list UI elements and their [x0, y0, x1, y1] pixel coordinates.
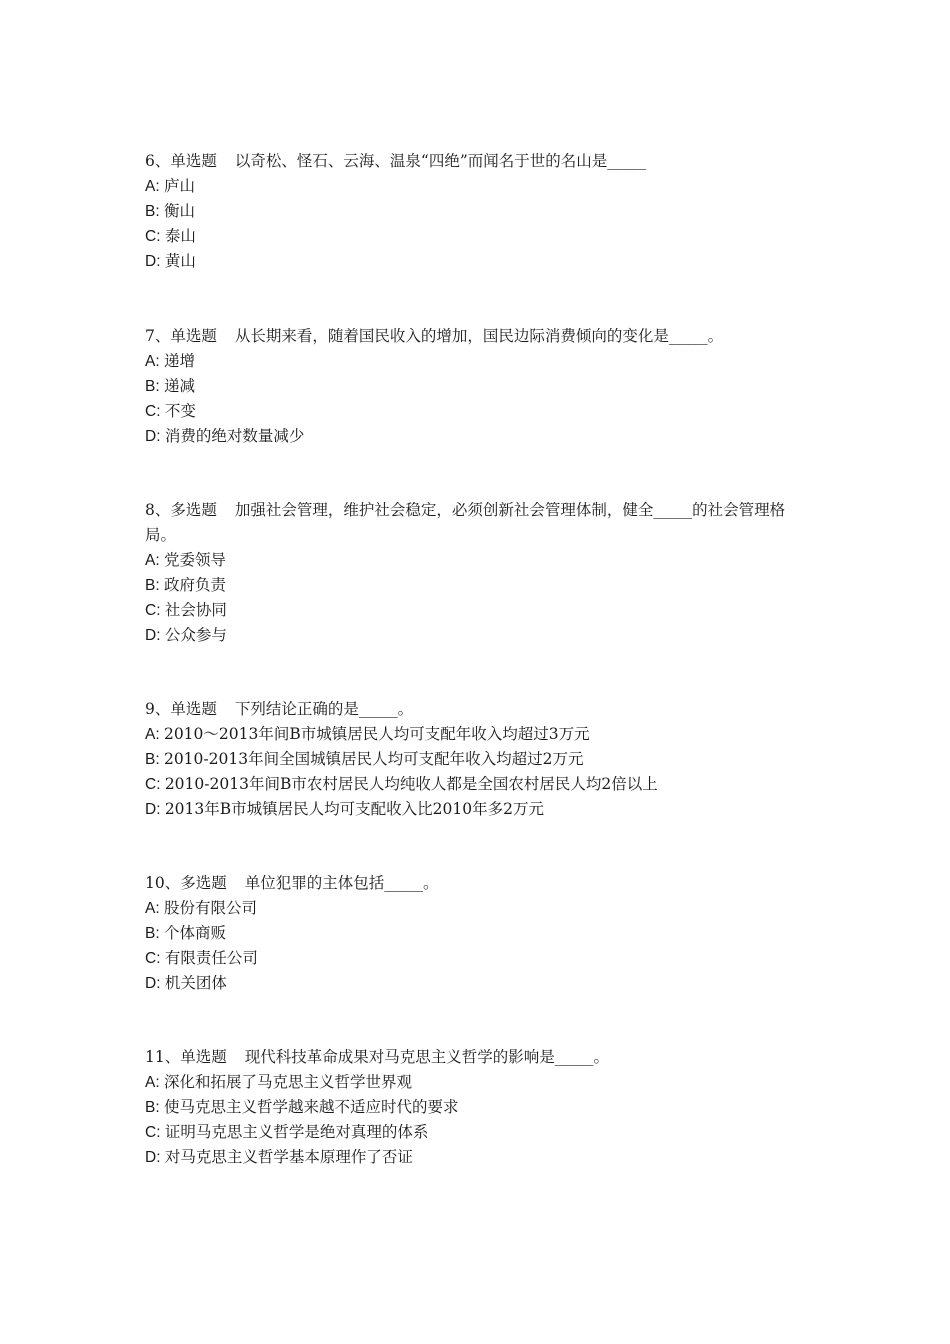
- option-d: [145, 1145, 810, 1170]
- question-stem: [145, 1045, 810, 1070]
- question-number: 7、: [145, 327, 171, 345]
- question-type: 单选题: [170, 700, 217, 718]
- option-letter: B:: [145, 203, 164, 220]
- option-letter: A:: [145, 552, 164, 569]
- question-text: 下列结论正确的是_____。: [234, 700, 414, 718]
- question-type: 单选题: [170, 152, 217, 170]
- question-text: 单位犯罪的主体包括_____。: [244, 874, 439, 892]
- option-text: 庐山: [163, 177, 195, 195]
- option-text: 有限责任公司: [164, 949, 258, 967]
- option-a: [145, 548, 810, 573]
- option-letter: D:: [145, 627, 165, 644]
- option-text: 2010-2013年间B市农村居民人均纯收人都是全国农村居民人均2倍以上: [164, 775, 658, 793]
- option-c: [145, 772, 810, 797]
- question-stem: [145, 697, 810, 722]
- question-type: 单选题: [180, 1048, 227, 1066]
- question-7: [145, 324, 810, 449]
- option-letter: B:: [145, 378, 164, 395]
- question-number: 9、: [145, 700, 171, 718]
- question-type: 单选题: [170, 327, 217, 345]
- option-text: 泰山: [164, 227, 196, 245]
- option-letter: C:: [145, 950, 165, 967]
- option-letter: D:: [145, 253, 165, 270]
- question-10: [145, 871, 810, 996]
- option-c: [145, 224, 810, 249]
- option-letter: C:: [145, 602, 165, 619]
- option-d: [145, 797, 810, 822]
- option-text: 2010-2013年间全国城镇居民人均可支配年收入均超过2万元: [163, 750, 584, 768]
- question-number: 6、: [145, 152, 171, 170]
- option-d: [145, 249, 810, 274]
- question-text: 现代科技革命成果对马克思主义哲学的影响是_____。: [244, 1048, 610, 1066]
- option-text: 党委领导: [163, 551, 226, 569]
- option-c: [145, 399, 810, 424]
- question-type: 多选题: [180, 874, 227, 892]
- option-text: 个体商贩: [163, 924, 226, 942]
- option-letter: D:: [145, 801, 165, 818]
- question-stem: [145, 324, 810, 349]
- option-a: [145, 722, 810, 747]
- option-text: 使马克思主义哲学越来越不适应时代的要求: [163, 1098, 459, 1116]
- question-text: 以奇松、怪石、云海、温泉“四绝”而闻名于世的名山是_____: [234, 152, 646, 170]
- option-text: 递增: [163, 352, 195, 370]
- option-letter: C:: [145, 1124, 165, 1141]
- option-text: 不变: [164, 402, 196, 420]
- option-c: [145, 1120, 810, 1145]
- option-d: [145, 971, 810, 996]
- option-letter: D:: [145, 975, 165, 992]
- option-b: [145, 199, 810, 224]
- option-letter: B:: [145, 925, 164, 942]
- option-b: [145, 921, 810, 946]
- option-d: [145, 623, 810, 648]
- option-letter: B:: [145, 751, 164, 768]
- option-b: [145, 374, 810, 399]
- option-letter: C:: [145, 228, 165, 245]
- question-type: 多选题: [170, 501, 217, 519]
- option-letter: A:: [145, 353, 164, 370]
- option-text: 黄山: [164, 252, 196, 270]
- question-6: [145, 149, 810, 274]
- option-a: [145, 896, 810, 921]
- question-11: [145, 1045, 810, 1170]
- option-b: [145, 1095, 810, 1120]
- option-text: 政府负责: [163, 576, 226, 594]
- option-c: [145, 598, 810, 623]
- option-a: [145, 349, 810, 374]
- option-letter: A:: [145, 900, 164, 917]
- option-text: 2013年B市城镇居民人均可支配收入比2010年多2万元: [164, 800, 544, 818]
- option-text: 机关团体: [164, 974, 227, 992]
- option-text: 消费的绝对数量减少: [164, 427, 305, 445]
- question-stem: [145, 149, 810, 174]
- question-9: [145, 697, 810, 822]
- option-text: 公众参与: [164, 626, 227, 644]
- option-text: 证明马克思主义哲学是绝对真理的体系: [164, 1123, 429, 1141]
- question-text: 加强社会管理，维护社会稳定，必须创新社会管理体制，健全_____的社会管理格局。: [145, 501, 786, 544]
- question-stem: [145, 871, 810, 896]
- option-letter: A:: [145, 178, 164, 195]
- option-b: [145, 747, 810, 772]
- option-letter: C:: [145, 403, 165, 420]
- option-b: [145, 573, 810, 598]
- option-letter: A:: [145, 726, 164, 743]
- option-text: 深化和拓展了马克思主义哲学世界观: [163, 1073, 412, 1091]
- option-c: [145, 946, 810, 971]
- question-number: 8、: [145, 501, 171, 519]
- option-letter: B:: [145, 577, 164, 594]
- option-a: [145, 1070, 810, 1095]
- option-letter: C:: [145, 776, 165, 793]
- option-text: 社会协同: [164, 601, 227, 619]
- option-letter: D:: [145, 428, 165, 445]
- question-text: 从长期来看，随着国民收入的增加，国民边际消费倾向的变化是_____。: [234, 327, 724, 345]
- option-text: 2010～2013年间B市城镇居民人均可支配年收入均超过3万元: [163, 725, 590, 743]
- option-text: 递减: [163, 377, 195, 395]
- option-text: 股份有限公司: [163, 899, 257, 917]
- question-number: 11、: [145, 1048, 181, 1066]
- question-8: [145, 498, 810, 648]
- option-letter: B:: [145, 1099, 164, 1116]
- option-a: [145, 174, 810, 199]
- option-letter: A:: [145, 1074, 164, 1091]
- option-text: 衡山: [163, 202, 195, 220]
- option-letter: D:: [145, 1149, 165, 1166]
- question-stem: [145, 498, 810, 548]
- option-text: 对马克思主义哲学基本原理作了否证: [164, 1148, 413, 1166]
- option-d: [145, 424, 810, 449]
- question-number: 10、: [145, 874, 181, 892]
